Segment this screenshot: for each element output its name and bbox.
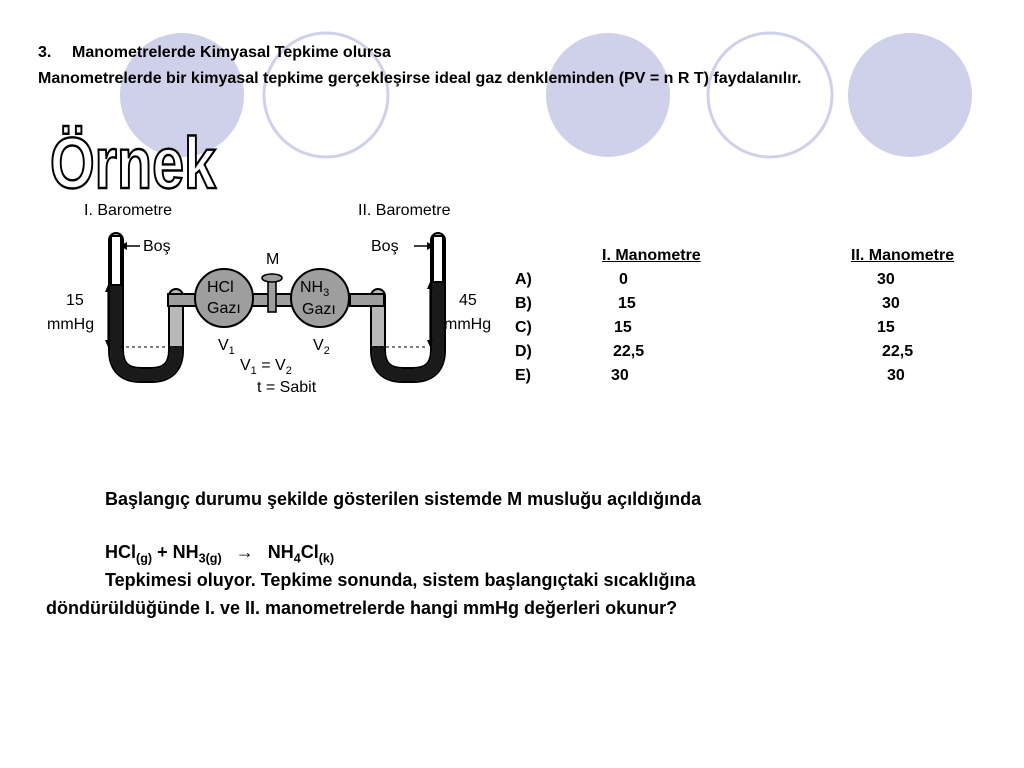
question-line-1: Başlangıç durumu şekilde gösterilen sistemde M musluğu açıldığında [105,489,702,509]
right-tube-top-empty [433,236,443,282]
option-b-v2: 30 [882,295,900,312]
col1-header: I. Manometre [602,247,701,264]
right-pipe [350,294,384,306]
option-e-label: E) [515,367,531,384]
question-line-4: döndürüldüğünde I. ve II. manometrelerde hangi mmHg değerleri okunur? [46,598,678,618]
left-u-tube [116,240,176,375]
heading-text: Manometrelerde Kimyasal Tepkime olursa [72,44,391,61]
option-c-label: C) [515,319,532,336]
temperature-label: t = Sabit [257,379,317,396]
left-empty-label: Boş [143,238,171,255]
option-a-v2: 30 [877,271,895,288]
intro-text: Manometrelerde bir kimyasal tepkime gerçekleşirse ideal gaz denkleminden (PV = n R T) faydalanılır. [38,70,802,87]
option-e-v2: 30 [887,367,905,384]
nh3-label: $NH_3$ [300,279,330,299]
nh3-gas-label: Gazı [302,301,336,318]
right-u-tube-inner [378,240,438,375]
valve-handle [262,274,282,282]
v2-label: $V_2$ [313,337,330,357]
hcl-gas-label: Gazı [207,300,241,317]
left-tube-top-empty [111,236,121,285]
volume-equality: $V_1 = V_2$ [240,357,292,377]
option-d-v2: 22,5 [882,343,914,360]
option-d-v1: 22,5 [613,343,645,360]
option-d-label: D) [515,343,532,360]
right-empty-label: Boş [371,238,399,255]
decor-circle-filled [546,33,670,157]
reaction-arrow: → [235,542,254,562]
option-b-label: B) [515,295,532,312]
option-a-label: A) [515,271,532,288]
valve-label: M [266,251,280,268]
option-b-v1: 15 [618,295,636,312]
ornek-word: Örnek [50,124,217,204]
decor-circle-outline [708,33,832,157]
option-a-v1: 0 [619,271,628,288]
right-barometer-label: II. Barometre [358,202,451,219]
left-pressure-value: 15 [66,292,84,309]
option-c-v2: 15 [877,319,895,336]
hcl-label: HCl [207,279,234,296]
v1-label: $V_1$ [218,337,235,357]
right-u-tube [378,240,438,375]
left-pressure-unit: mmHg [47,316,95,333]
col2-header: II. Manometre [851,247,955,264]
right-pressure-value: 45 [459,292,477,309]
left-barometer-label: I. Barometre [84,202,173,219]
valve-stem [268,278,276,312]
right-pressure-unit: mmHg [444,316,492,333]
nh3-flask [291,269,349,327]
question-line-3: Tepkimesi oluyor. Tepkime sonunda, sistem başlangıçtaki sıcaklığına [105,570,696,590]
manometer-diagram [0,0,520,420]
option-c-v1: 15 [614,319,632,336]
reaction-equation: $HCl_{(g)} + NH_{3(g)} \to NH_4Cl_{(k)}$ [105,542,335,566]
hcl-flask [195,269,253,327]
heading-number: 3. [38,44,52,61]
decor-circle-filled [848,33,972,157]
option-e-v1: 30 [611,367,629,384]
left-u-tube-inner [116,240,176,375]
